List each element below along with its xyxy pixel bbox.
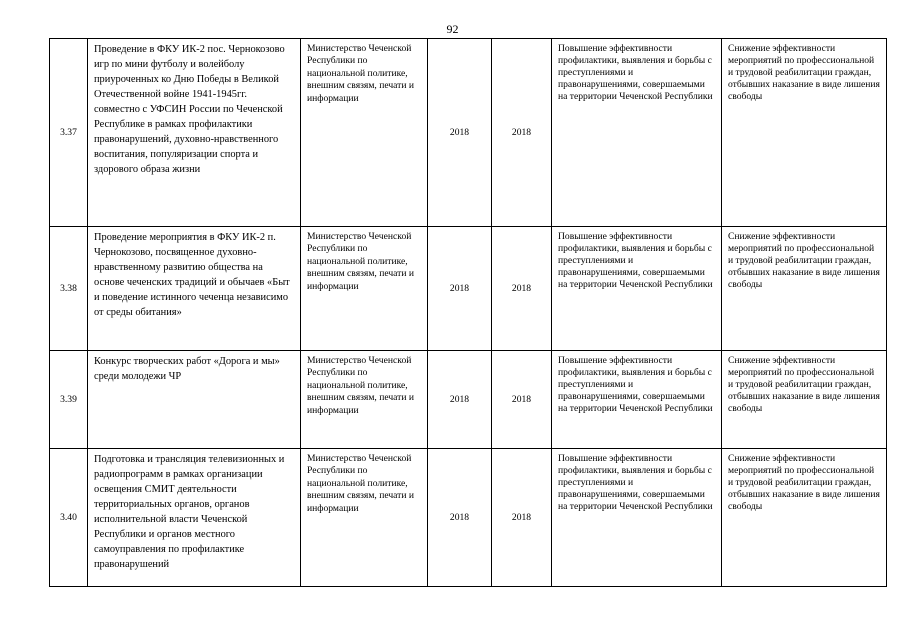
table-row	[50, 351, 887, 449]
page-number: 92	[446, 22, 459, 36]
year-end: 2018	[492, 449, 552, 587]
consequence: Снижение эффективности мероприятий по профессиональной и трудовой реабилитации граждан, отбывших наказание в виде лишения свободы	[722, 227, 887, 351]
expected-result: Повышение эффективности профилактики, выявления и борьбы с преступлениями и правонарушениями, совершаемыми на территории Чеченской Республики	[552, 351, 722, 449]
table-row	[50, 449, 887, 587]
consequence: Снижение эффективности мероприятий по профессиональной и трудовой реабилитации граждан, отбывших наказание в виде лишения свободы	[722, 351, 887, 449]
event-name: Конкурс творческих работ «Дорога и мы» среди молодежи ЧР	[88, 351, 301, 449]
executor: Министерство Чеченской Республики по национальной политике, внешним связям, печати и информации	[301, 39, 428, 227]
expected-result: Повышение эффективности профилактики, выявления и борьбы с преступлениями и правонарушениями, совершаемыми на территории Чеченской Республики	[552, 449, 722, 587]
year-end: 2018	[492, 351, 552, 449]
consequence: Снижение эффективности мероприятий по профессиональной и трудовой реабилитации граждан, отбывших наказание в виде лишения свободы	[722, 39, 887, 227]
year-end: 2018	[492, 39, 552, 227]
year-end: 2018	[492, 227, 552, 351]
expected-result: Повышение эффективности профилактики, выявления и борьбы с преступлениями и правонарушениями, совершаемыми на территории Чеченской Республики	[552, 227, 722, 351]
row-number: 3.39	[50, 351, 88, 449]
measures-table	[49, 38, 887, 587]
event-name: Проведение в ФКУ ИК-2 пос. Чернокозово игр по мини футболу и волейболу приуроченных ко Дню Победы в Великой Отечественной войне 1941-1945гг. совместно с УФСИН России по Чеченской Республике в рамках профилактики правонарушений, духовно-нравственного воспитания, популяризации спорта и здорового образа жизни	[88, 39, 301, 227]
table-row	[50, 39, 887, 227]
row-number: 3.37	[50, 39, 88, 227]
event-name: Подготовка и трансляция телевизионных и радиопрограмм в рамках организации освещения СМИТ деятельности территориальных органов, органов исполнительной власти Чеченской Республики и органов местного самоуправления по профилактике правонарушений	[88, 449, 301, 587]
year-start: 2018	[428, 351, 492, 449]
event-name: Проведение мероприятия в ФКУ ИК-2 п. Чернокозово, посвященное духовно-нравственному развитию общества на основе чеченских традиций и обычаев «Быт и поведение истинного чеченца независимо от среды обитания»	[88, 227, 301, 351]
year-start: 2018	[428, 39, 492, 227]
expected-result: Повышение эффективности профилактики, выявления и борьбы с преступлениями и правонарушениями, совершаемыми на территории Чеченской Республики	[552, 39, 722, 227]
year-start: 2018	[428, 449, 492, 587]
row-number: 3.40	[50, 449, 88, 587]
consequence: Снижение эффективности мероприятий по профессиональной и трудовой реабилитации граждан, отбывших наказание в виде лишения свободы	[722, 449, 887, 587]
row-number: 3.38	[50, 227, 88, 351]
executor: Министерство Чеченской Республики по национальной политике, внешним связям, печати и информации	[301, 227, 428, 351]
executor: Министерство Чеченской Республики по национальной политике, внешним связям, печати и информации	[301, 351, 428, 449]
table-row	[50, 227, 887, 351]
executor: Министерство Чеченской Республики по национальной политике, внешним связям, печати и информации	[301, 449, 428, 587]
year-start: 2018	[428, 227, 492, 351]
